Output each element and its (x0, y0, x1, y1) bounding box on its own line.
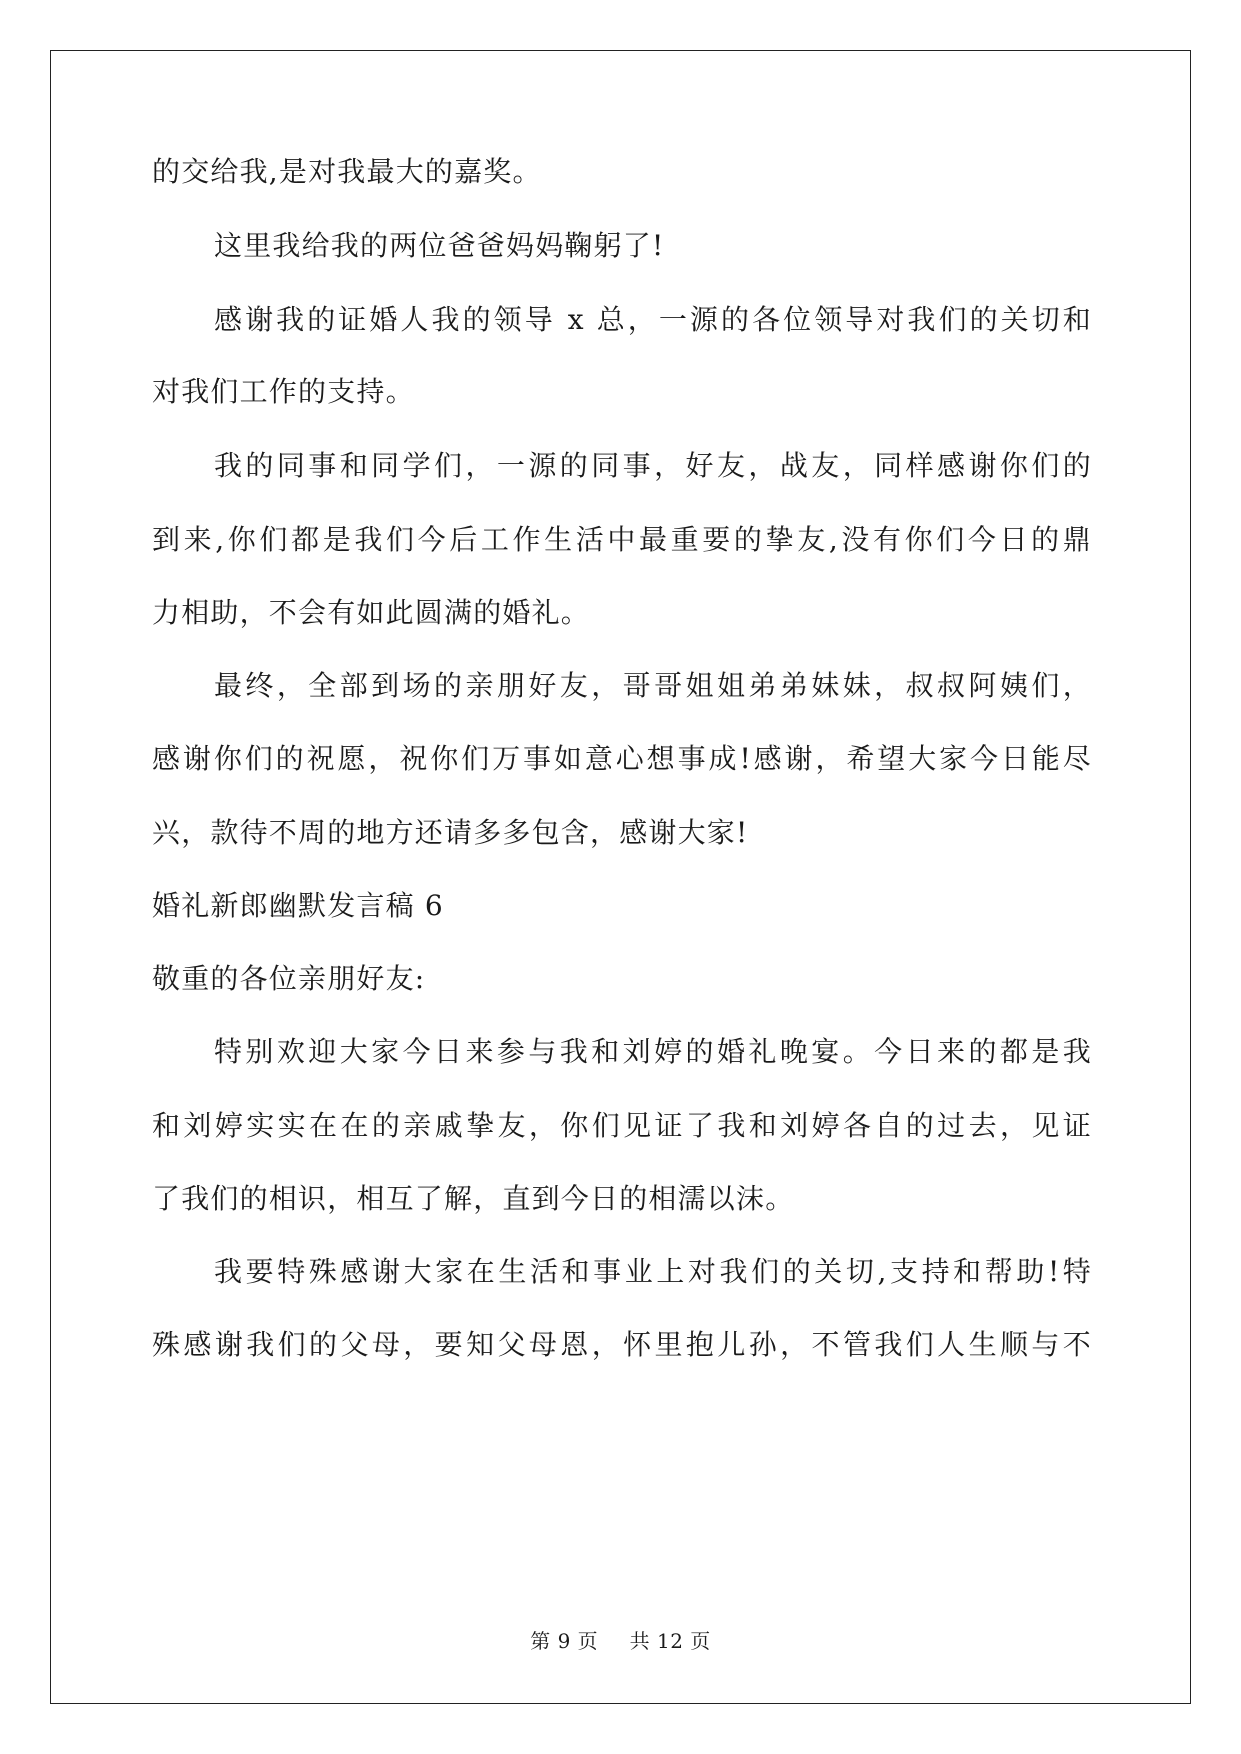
text-line: 和刘婷实实在在的亲戚挚友，你们见证了我和刘婷各自的过去，见证 (152, 1109, 1092, 1142)
text-line: 我的同事和同学们，一源的同事，好友，战友，同样感谢你们的 (214, 449, 1092, 482)
page-total: 共 12 页 (629, 1629, 711, 1653)
text-line: 殊感谢我们的父母，要知父母恩，怀里抱儿孙，不管我们人生顺与不 (152, 1328, 1092, 1361)
text-line: 对我们工作的支持。 (152, 375, 415, 408)
text-line: 了我们的相识，相互了解，直到今日的相濡以沫。 (152, 1182, 795, 1215)
text-line: 兴，款待不周的地方还请多多包含，感谢大家! (152, 816, 749, 849)
text-line: 力相助，不会有如此圆满的婚礼。 (152, 596, 591, 629)
salutation: 敬重的各位亲朋好友: (152, 962, 426, 995)
text-line: 最终，全部到场的亲朋好友，哥哥姐姐弟弟妹妹，叔叔阿姨们， (214, 669, 1092, 702)
text-line: 感谢你们的祝愿，祝你们万事如意心想事成!感谢，希望大家今日能尽 (152, 742, 1092, 775)
text-line: 的交给我,是对我最大的嘉奖。 (152, 155, 542, 188)
page-footer (0, 1628, 1241, 1654)
text-line: 感谢我的证婚人我的领导 x 总，一源的各位领导对我们的关切和 (214, 303, 1092, 336)
text-line: 这里我给我的两位爸爸妈妈鞠躬了! (214, 229, 665, 262)
text-line: 我要特殊感谢大家在生活和事业上对我们的关切,支持和帮助!特 (214, 1255, 1092, 1288)
page-border (50, 50, 1191, 1704)
page-number: 第 9 页 (530, 1629, 599, 1653)
section-heading: 婚礼新郎幽默发言稿 6 (152, 889, 444, 922)
text-line: 到来,你们都是我们今后工作生活中最重要的挚友,没有你们今日的鼎 (152, 523, 1092, 556)
text-line: 特别欢迎大家今日来参与我和刘婷的婚礼晚宴。今日来的都是我 (214, 1035, 1092, 1068)
